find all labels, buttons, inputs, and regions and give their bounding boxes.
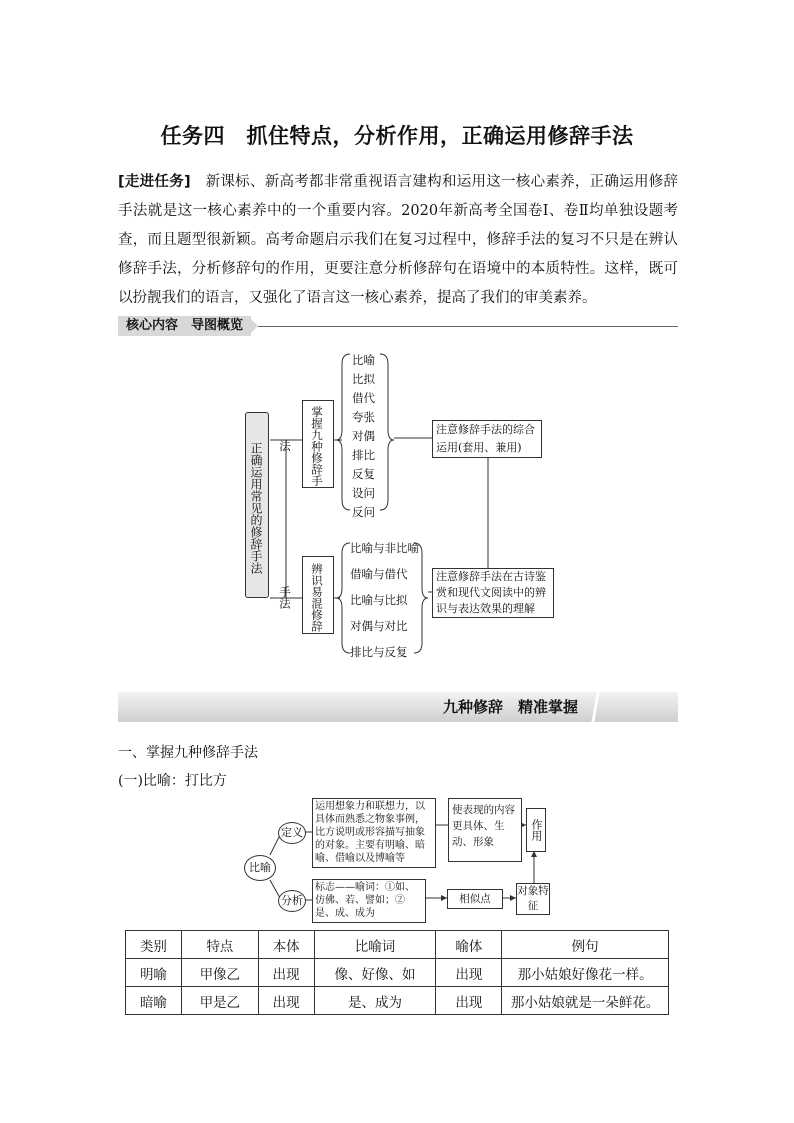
method-item: 反复 [352,467,375,481]
metaphor-table [125,930,669,1015]
page-title: 任务四 抓住特点，分析作用，正确运用修辞手法 [160,124,634,148]
mindmap-branch-master: 掌握九种修辞手法 [302,400,334,488]
intro-text: 新课标、新高考都非常重视语言建构和运用这一核心素养，正确运用修辞手法就是这一核心素养中的一个重要内容。2020年新高考全国卷Ⅰ、卷Ⅱ均单独设题考查，而且题型很新颖。高考命题启示我们在复习过程中，修辞手法的复习不只是在辨认修辞手法，分析修辞句的作用，更要注意分析修辞句在语境中的本质特性。这样，既可以扮靓我们的语言，又强化了语言这一核心素养，提高了我们的审美素养。 [118,174,678,306]
table-header-cell: 喻体 [436,931,502,959]
mindmap-note-appreciation: 注意修辞手法在古诗鉴赏和现代文阅读中的辨识与表达效果的理解 [432,568,554,618]
table-header-cell: 例句 [502,931,669,959]
heading-metaphor: (一)比喻：打比方 [118,773,227,789]
table-cell: 那小姑娘就是一朵鲜花。 [502,987,669,1015]
section-label: 核心内容 导图概览 [118,316,251,336]
pair-item: 排比与反复 [350,645,408,659]
table-cell: 出现 [258,987,314,1015]
diagram-analysis-text: 标志——喻词：①如、仿佛、若、譬如；②是、成、成为 [312,879,426,923]
method-item: 反问 [352,505,375,519]
intro-paragraph [118,168,678,313]
diagram-similarity: 相似点 [447,889,503,909]
diagram-role: 作用 [526,808,546,852]
section-divider [258,326,678,327]
method-item: 比拟 [352,372,375,386]
section-arrow-icon [248,316,258,336]
table-header-cell: 本体 [258,931,314,959]
mindmap-root: 正确运用常见的修辞手法 [245,412,269,598]
diagram-definition-label: 定义 [278,822,306,844]
table-cell: 像、好像、如 [314,959,436,987]
table-cell: 甲像乙 [181,959,258,987]
diagram-definition-text: 运用想象力和联想力，以具体而熟悉之物象事例，比方说明或形容描写抽象的对象。主要有明喻、暗喻、借喻以及博喻等 [312,798,436,868]
intro-tag: [走进任务] [118,174,191,190]
diagram-center: 比喻 [244,855,276,881]
table-cell: 是、成为 [314,987,436,1015]
section-banner [118,692,678,722]
pair-item: 比喻与非比喻 [350,541,419,555]
table-header-cell: 比喻词 [314,931,436,959]
diagram-effect-text: 使表现的内容更具体、生动、形象 [448,798,522,862]
method-item: 对偶 [352,429,375,443]
table-cell: 出现 [436,987,502,1015]
table-header-cell: 特点 [181,931,258,959]
heading-master-nine: 一、掌握九种修辞手法 [118,745,258,761]
method-item: 夸张 [352,410,375,424]
table-cell: 明喻 [126,959,182,987]
method-item: 借代 [352,391,375,405]
table-cell: 甲是乙 [181,987,258,1015]
table-row [126,959,669,987]
mindmap-note-combined: 注意修辞手法的综合运用(套用、兼用) [432,420,542,458]
method-item: 设问 [352,486,375,500]
table-header-cell: 类别 [126,931,182,959]
diagram-analysis-label: 分析 [278,890,306,912]
banner-text: 九种修辞 精准掌握 [442,698,578,716]
method-item: 排比 [352,448,375,462]
diagram-feature: 对象特征 [516,883,550,915]
table-cell: 出现 [258,959,314,987]
banner-slant [588,692,602,722]
table-header-row [126,931,669,959]
table-cell: 那小姑娘好像花一样。 [502,959,669,987]
pair-item: 对偶与对比 [350,619,408,633]
table-cell: 出现 [436,959,502,987]
table-row [126,987,669,1015]
section-header-core [118,316,678,336]
table-cell: 暗喻 [126,987,182,1015]
method-item: 比喻 [352,353,375,367]
mindmap-branch-confusing: 辨识易混修辞手法 [302,556,334,634]
pair-item: 比喻与比拟 [350,593,408,607]
pair-item: 借喻与借代 [350,567,408,581]
